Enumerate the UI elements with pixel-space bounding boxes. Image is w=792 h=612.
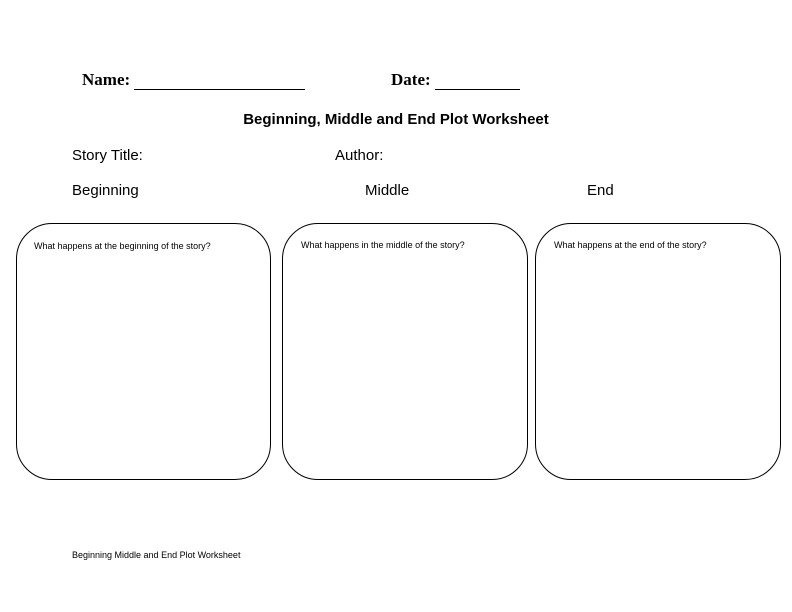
author-label: Author: — [335, 147, 384, 164]
middle-heading: Middle — [365, 182, 410, 199]
date-label: Date: — [391, 70, 431, 89]
end-heading: End — [587, 182, 614, 199]
name-label: Name: — [82, 70, 131, 89]
date-field-line[interactable] — [435, 89, 520, 90]
middle-prompt: What happens in the middle of the story? — [301, 240, 465, 250]
beginning-prompt: What happens at the beginning of the story? — [34, 241, 211, 251]
beginning-box[interactable] — [16, 223, 271, 480]
middle-box[interactable] — [282, 223, 528, 480]
end-prompt: What happens at the end of the story? — [554, 240, 707, 250]
worksheet-title: Beginning, Middle and End Plot Worksheet — [243, 111, 549, 128]
story-title-label: Story Title: — [72, 147, 143, 164]
beginning-heading: Beginning — [72, 182, 139, 199]
end-box[interactable] — [535, 223, 781, 480]
name-field-line[interactable] — [134, 89, 305, 90]
footer-text: Beginning Middle and End Plot Worksheet — [72, 550, 241, 560]
